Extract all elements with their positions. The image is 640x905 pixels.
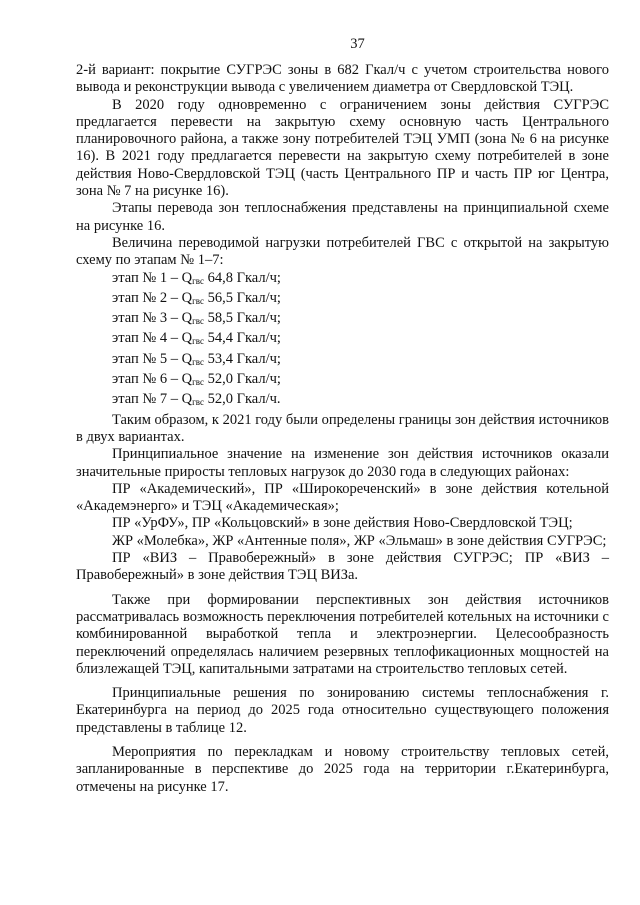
- paragraph-zoning-table: Принципиальные решения по зонированию системы теплоснабжения г. Екатеринбурга на период до 2025 года относительно существующего положения представлены в таблице 12.: [76, 685, 609, 736]
- stage-item: этап № $7 - Q_{гвс}$ 52,0 Гкал/ч.: [112, 391, 281, 408]
- paragraph-district-urfu: ПР «УрФУ», ПР «Кольцовский» в зоне действия Ново-Свердловской ТЭЦ;: [112, 515, 573, 532]
- stage-item: этап № $5 - Q_{гвс}$ 53,4 Гкал/ч;: [112, 350, 281, 367]
- stage-item: этап № $1 - Q_{гвс}$ 64,8 Гкал/ч;: [112, 269, 281, 286]
- paragraph-stages-scheme: Этапы перевода зон теплоснабжения представлены на принципиальной схеме на рисунке 16.: [76, 200, 609, 234]
- stage-item: этап № $3 - Q_{гвс}$ 58,5 Гкал/ч;: [112, 310, 281, 327]
- paragraph-network-measures: Мероприятия по перекладкам и новому строительству тепловых сетей, запланированные в перспективе до 2025 года на территории г.Екатеринбурга, отмечены на рисунке 17.: [76, 743, 609, 795]
- paragraph-2020-plan: В 2020 году одновременно с ограничением зоны действия СУГРЭС предлагается перевести на закрытую схему основную часть Центрального планировочного района, а также зону потребителей ТЭЦ УМП (зона № 6 на рисунке 16). В 2021 году предлагается перевести на закрытую схему потребителей в зоне действия Ново-Свердловской ТЭЦ (часть Центрального ПР и часть ПР юг Центра, зона № 7 на рисунке 16).: [76, 96, 609, 200]
- stage-list: [76, 270, 609, 412]
- stage-item: этап № $6 - Q_{гвс}$ 52,0 Гкал/ч;: [112, 371, 281, 388]
- document-page: [76, 0, 609, 796]
- stage-item: этап № $2 - Q_{гвс}$ 56,5 Гкал/ч;: [112, 289, 281, 306]
- stage-item: этап № $4 - Q_{гвс}$ 54,4 Гкал/ч;: [112, 330, 281, 347]
- paragraph-district-viz: ПР «ВИЗ – Правобережный» в зоне действия СУГРЭС; ПР «ВИЗ – Правобережный» в зоне действия ТЭЦ ВИЗа.: [76, 550, 609, 584]
- paragraph-district-molebka: ЖР «Молебка», ЖР «Антенные поля», ЖР «Эльмаш» в зоне действия СУГРЭС;: [112, 532, 607, 549]
- paragraph-load-intro: Величина переводимой нагрузки потребителей ГВС с открытой на закрытую схему по этапам № 1–7:: [76, 234, 609, 269]
- paragraph-zone-borders: Таким образом, к 2021 году были определены границы зон действия источников в двух вариантах.: [76, 411, 609, 445]
- paragraph-switching: Также при формировании перспективных зон действия источников рассматривалась возможность переключения потребителей котельных на источники с комбинированной выработкой тепла и электроэнергии. Целесообразность переключений определялась наличием резервных теплофикационных мощностей на близлежащей ТЭЦ, капитальными затратами на строительство тепловых сетей.: [76, 591, 609, 677]
- paragraph-variant-2: 2-й вариант: покрытие СУГРЭС зоны в 682 Гкал/ч с учетом строительства нового вывода и реконструкции вывода с увеличением диаметра от Свердловской ТЭЦ.: [76, 62, 609, 96]
- page-number: 37: [350, 36, 365, 52]
- paragraph-district-akadem: ПР «Академический», ПР «Широкореченский» в зоне действия котельной «Академэнерго» и ТЭЦ «Академическая»;: [76, 480, 609, 515]
- paragraph-load-growth: Принципиальное значение на изменение зон действия источников оказали значительные приросты тепловых нагрузок до 2030 года в следующих районах:: [76, 446, 609, 480]
